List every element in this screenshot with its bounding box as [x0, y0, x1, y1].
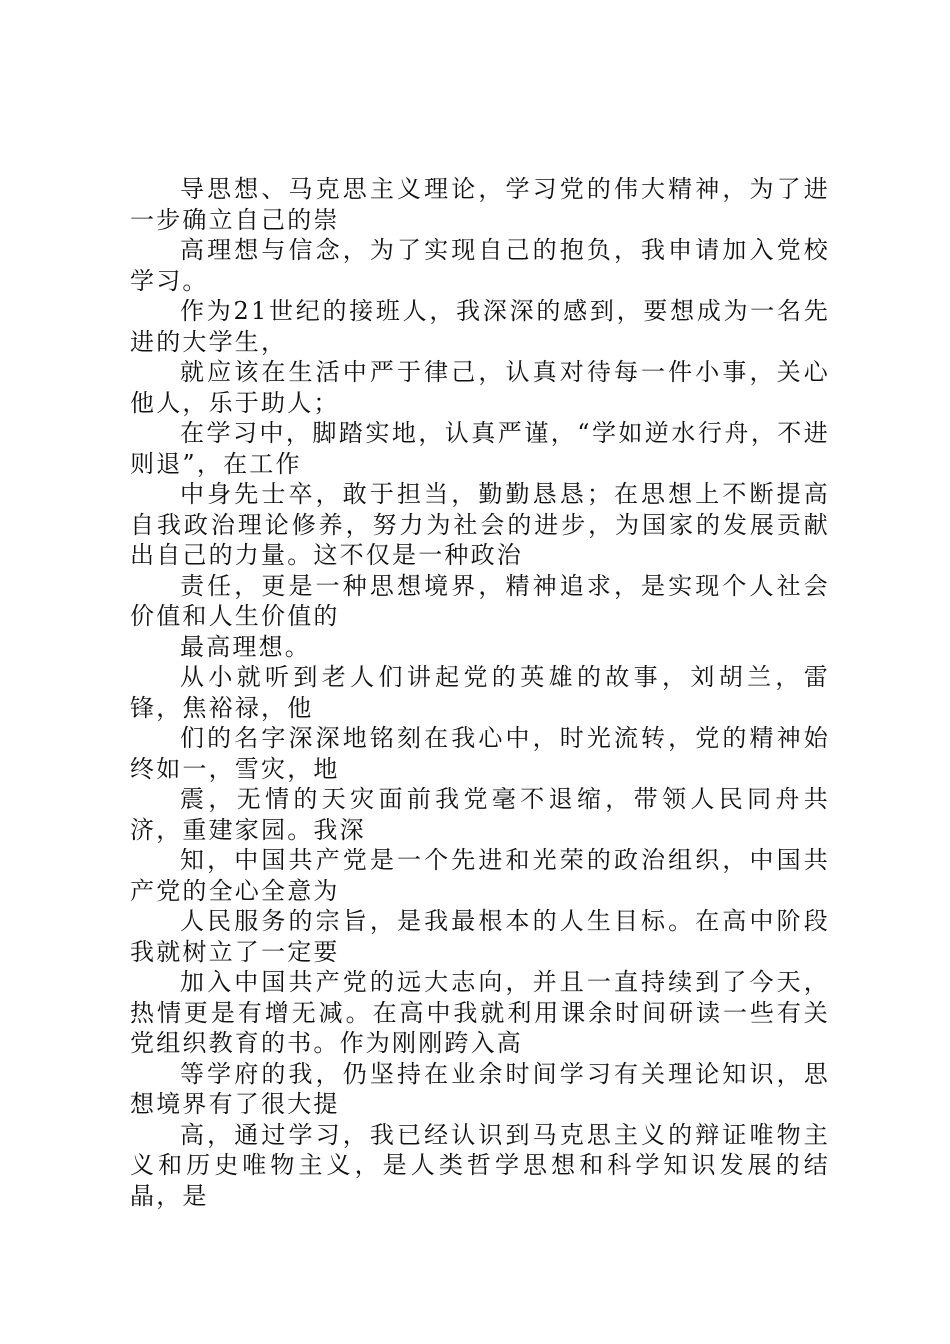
paragraph-16: 高，通过学习，我已经认识到马克思主义的辩证唯物主义和历史唯物主义，是人类哲学思想和科学知识发展的结晶，是: [130, 1120, 830, 1210]
paragraph-7: 责任，更是一种思想境界，精神追求，是实现个人社会价值和人生价值的: [130, 571, 830, 630]
paragraph-3: 作为21世纪的接班人，我深深的感到，要想成为一名先进的大学生，: [130, 297, 830, 356]
paragraph-13: 人民服务的宗旨，是我最根本的人生目标。在高中阶段我就树立了一定要: [130, 907, 830, 966]
paragraph-15: 等学府的我，仍坚持在业余时间学习有关理论知识，思想境界有了很大提: [130, 1059, 830, 1118]
paragraph-12: 知，中国共产党是一个先进和光荣的政治组织，中国共产党的全心全意为: [130, 846, 830, 905]
paragraph-8: 最高理想。: [180, 632, 311, 661]
document-body: [130, 174, 830, 1211]
paragraph-5: 在学习中，脚踏实地，认真严谨，“学如逆水行舟，不进则退”，在工作: [130, 419, 830, 478]
paragraph-6: 中身先士卒，敢于担当，勤勤恳恳；在思想上不断提高自我政治理论修养，努力为社会的进步，为国家的发展贡献出自己的力量。这不仅是一种政治: [130, 480, 830, 569]
paragraph-1: 导思想、马克思主义理论，学习党的伟大精神，为了进一步确立自己的崇: [130, 175, 830, 234]
paragraph-4: 就应该在生活中严于律己，认真对待每一件小事，关心他人，乐于助人；: [130, 358, 830, 417]
paragraph-14: 加入中国共产党的远大志向，并且一直持续到了今天，热情更是有增无减。在高中我就利用课余时间研读一些有关党组织教育的书。作为刚刚跨入高: [130, 968, 830, 1057]
paragraph-2: 高理想与信念，为了实现自己的抱负，我申请加入党校学习。: [130, 236, 830, 295]
paragraph-9: 从小就听到老人们讲起党的英雄的故事，刘胡兰，雷锋，焦裕禄，他: [130, 663, 830, 722]
paragraph-10: 们的名字深深地铭刻在我心中，时光流转，党的精神始终如一，雪灾，地: [130, 724, 830, 783]
paragraph-11: 震，无情的天灾面前我党毫不退缩，带领人民同舟共济，重建家园。我深: [130, 785, 830, 844]
